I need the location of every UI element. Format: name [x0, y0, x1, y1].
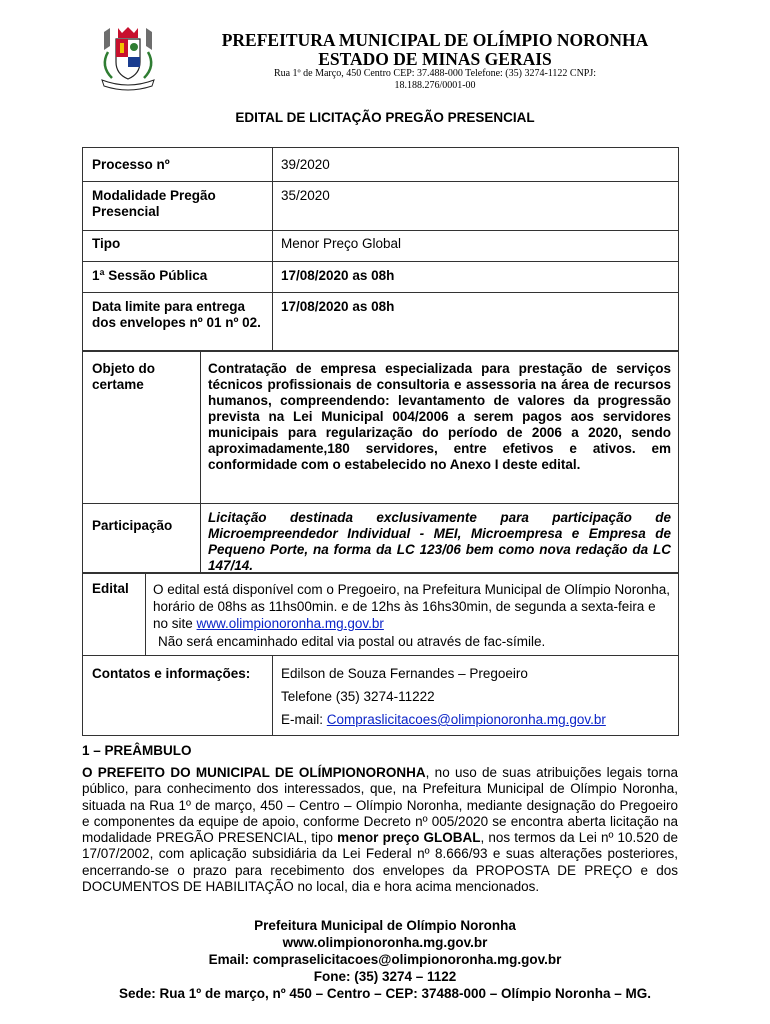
table-row-limite-split [272, 292, 273, 351]
tipo-label: Tipo [92, 236, 121, 251]
edital-text: O edital está disponível com o Pregoeiro, na Prefeitura Municipal de Olímpio Noronha, horário de 08hs as 11hs00min. e de 12hs às 16hs30min, de segunda a sexta-feira e no site [153, 582, 671, 631]
preambulo-text1: , no uso de suas atribuições legais torna público, para conhecimento dos interessados, que, na Prefeitura Municipal de Olímpio Noronha, situada na Rua 1º de março, 450 – Centro – Olímpio Noronha, mediante designação do Pregoeiro e componentes da equipe de apoio, conforme Decreto nº 005/2020 se encontra aberta licitação na modalidade PREGÃO PRESENCIAL, tipo [82, 765, 678, 846]
objeto-value: Contratação de empresa especializada para prestação de serviços técnicos profissionais de consultoria e assessoria na área de recursos humanos, compreendendo: levantamento de valores da progressão prevista na Lei Municipal 004/2006 a serem pagos aos servidores municipais para regularização do período de 2006 a 2020, sendo aproximadamente,180 servidores, entre efetivos e ativos. em conformidade com o estabelecido no Anexo I deste edital. [208, 361, 671, 472]
sessao-label: 1ª Sessão Pública [92, 268, 208, 283]
modalidade-label: Modalidade Pregão Presencial [92, 188, 216, 219]
contato-nome: Edilson de Souza Fernandes – Pregoeiro [281, 666, 528, 681]
table-row-sessao-split [272, 261, 273, 293]
table-row-modalidade-split [272, 181, 273, 231]
state-title: ESTADO DE MINAS GERAIS [318, 49, 552, 69]
edital-text-block [153, 581, 673, 632]
sessao-value: 17/08/2020 as 08h [281, 268, 395, 283]
header-address [210, 68, 660, 92]
table-row-processo-split [272, 147, 273, 182]
limite-value: 17/08/2020 as 08h [281, 299, 395, 314]
preambulo-heading: 1 – PREÂMBULO [82, 743, 192, 758]
table-row-objeto-split [200, 351, 201, 504]
table-row-tipo-split [272, 230, 273, 262]
processo-value: 39/2020 [281, 157, 330, 172]
preambulo-bold-mid: menor preço GLOBAL [337, 830, 481, 846]
footer-line2: www.olimpionoronha.mg.gov.br [282, 935, 488, 950]
table-row-processo [82, 147, 679, 182]
processo-label: Processo nº [92, 157, 170, 172]
footer-line5: Sede: Rua 1º de março, nº 450 – Centro – CEP: 37488-000 – Olímpio Noronha – MG. [118, 986, 652, 1001]
page-footer [0, 917, 770, 1002]
participacao-value: Licitação destinada exclusivamente para participação de Microempreendedor Individual - MEI, Microempresa e Empresa de Pequeno Porte, na forma da LC 123/06 bem como nova redação da LC 147/14. [208, 510, 671, 573]
header-address-line2: 18.188.276/0001-00 [394, 80, 476, 91]
contato-email-line [281, 712, 606, 728]
table-row-edital-split [145, 573, 146, 656]
participacao-label: Participação [92, 518, 173, 533]
preambulo-lead: O PREFEITO DO MUNICIPAL DE OLÍMPIONORONHA [82, 765, 426, 780]
table-row-contatos-split [272, 655, 273, 736]
edital-note: Não será encaminhado edital via postal ou através de fac-símile. [158, 634, 546, 649]
preambulo-text2: , nos termos da Lei nº 10.520 de 17/07/2002, com aplicação subsidiária da Lei Federal nº 8.666/93 e suas alterações posteriores, encerrando-se o prazo para recebimento dos envelopes da PROPOSTA DE PREÇO e dos DOCUMENTOS DE HABILITAÇÃO no local, dia e hora acima mencionados. [82, 830, 678, 895]
municipality-title: PREFEITURA MUNICIPAL DE OLÍMPIO NORONHA [221, 30, 649, 50]
contato-telefone: Telefone (35) 3274-11222 [281, 689, 435, 704]
contato-email-label: E-mail: [281, 712, 324, 727]
document-title: EDITAL DE LICITAÇÃO PREGÃO PRESENCIAL [235, 110, 535, 125]
table-row-participacao-split [200, 503, 201, 573]
tipo-value: Menor Preço Global [281, 236, 402, 251]
footer-line3: Email: compraselicitacoes@olimpionoronha.mg.gov.br [208, 952, 562, 967]
contato-email-link[interactable]: Compraslicitacoes@olimpionoronha.mg.gov.br [326, 712, 606, 727]
limite-label: Data limite para entrega dos envelopes nº 01 nº 02. [92, 299, 261, 330]
modalidade-value: 35/2020 [281, 188, 330, 203]
footer-line4: Fone: (35) 3274 – 1122 [313, 969, 457, 984]
contatos-label: Contatos e informações: [92, 666, 251, 681]
preambulo-paragraph [82, 765, 678, 895]
edital-label: Edital [92, 581, 129, 596]
footer-line1: Prefeitura Municipal de Olímpio Noronha [254, 918, 516, 933]
coat-of-arms-icon [96, 26, 160, 92]
header-address-line1: Rua 1º de Março, 450 Centro CEP: 37.488-000 Telefone: (35) 3274-1122 CNPJ: [273, 68, 597, 79]
edital-site-link[interactable]: www.olimpionoronha.mg.gov.br [196, 616, 384, 631]
objeto-label: Objeto do certame [92, 361, 155, 392]
